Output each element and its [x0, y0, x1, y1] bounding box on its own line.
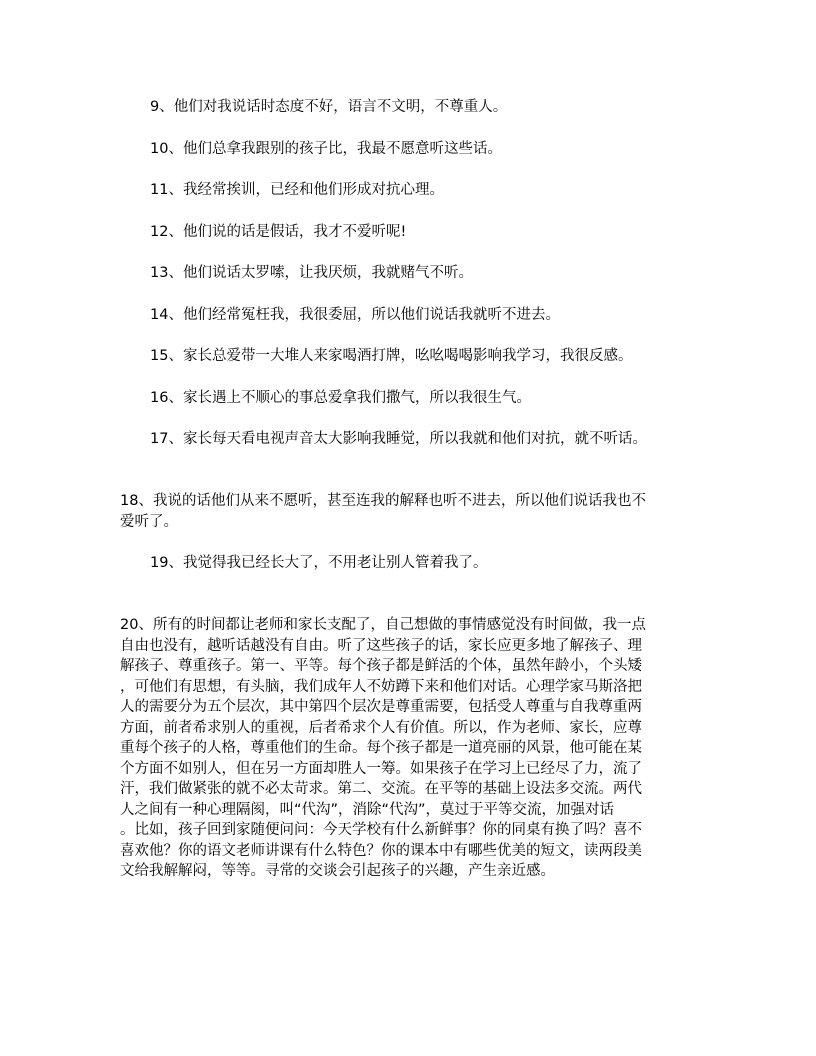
text-line: 20、所有的时间都让老师和家长支配了，自己想做的事情感觉没有时间做，我一点	[120, 617, 646, 633]
list-item-12: 12、他们说的话是假话，我才不爱听呢!	[150, 224, 407, 240]
text-line: 18、我说的话他们从来不愿听，甚至连我的解释也听不进去，所以他们说话我也不	[120, 493, 646, 509]
list-item-17: 17、家长每天看电视声音太大影响我睡觉，所以我就和他们对抗，就不听话。	[150, 431, 647, 447]
text-line: 喜欢他？你的语文老师讲课有什么特色？你的课本中有哪些优美的短文，读两段美	[120, 842, 642, 859]
list-item-10: 10、他们总拿我跟别的孩子比，我最不愿意听这些话。	[150, 141, 502, 157]
text-line: 汗，我们做紧张的就不必太苛求。第二、交流。在平等的基础上设法多交流。两代	[120, 781, 642, 797]
paragraph-20	[120, 615, 700, 882]
text-line: 人之间有一种心理隔阂，叫“代沟”，消除“代沟”，莫过于平等交流，加强对话	[120, 801, 615, 818]
text-line: 自由也没有，越听话越没有自由。听了这些孩子的话，家长应更多地了解孩子、理	[120, 637, 642, 654]
list-item-9: 9、他们对我说话时态度不好，语言不文明，不尊重人。	[150, 99, 508, 115]
text-line: 爱听了。	[120, 513, 178, 530]
list-item-18	[120, 491, 700, 532]
list-item-14: 14、他们经常冤枉我，我很委屈，所以他们说话我就听不进去。	[150, 307, 560, 323]
text-line: 人的需要分为五个层次，其中第四个层次是尊重需要，包括受人尊重与自我尊重两	[120, 699, 642, 715]
list-item-15: 15、家长总爱带一大堆人来家喝酒打牌，吆吆喝喝影响我学习，我很反感。	[150, 348, 633, 364]
text-line: 文给我解解闷，等等。寻常的交谈会引起孩子的兴趣，产生亲近感。	[120, 863, 555, 879]
list-item-13: 13、他们说话太罗嗦，让我厌烦，我就赌气不听。	[150, 265, 473, 281]
list-item-11: 11、我经常挨训，已经和他们形成对抗心理。	[150, 182, 444, 198]
text-line: 。比如，孩子回到家随便问问：今天学校有什么新鲜事？你的同桌有换了吗？喜不	[120, 822, 642, 838]
text-line: ，可他们有思想，有头脑，我们成年人不妨蹲下来和他们对话。心理学家马斯洛把	[120, 678, 642, 695]
text-line: 解孩子、尊重孩子。第一、平等。每个孩子都是鲜活的个体，虽然年龄小，个头矮	[120, 658, 642, 674]
text-line: 方面，前者希求别人的重视，后者希求个人有价值。所以，作为老师、家长，应尊	[120, 719, 642, 736]
list-item-19: 19、我觉得我已经长大了，不用老让别人管着我了。	[150, 555, 488, 571]
list-item-16: 16、家长遇上不顺心的事总爱拿我们撒气，所以我很生气。	[150, 390, 531, 406]
text-line: 重每个孩子的人格，尊重他们的生命。每个孩子都是一道亮丽的风景，他可能在某	[120, 740, 642, 756]
text-line: 个方面不如别人，但在另一方面却胜人一筹。如果孩子在学习上已经尽了力，流了	[120, 760, 642, 777]
